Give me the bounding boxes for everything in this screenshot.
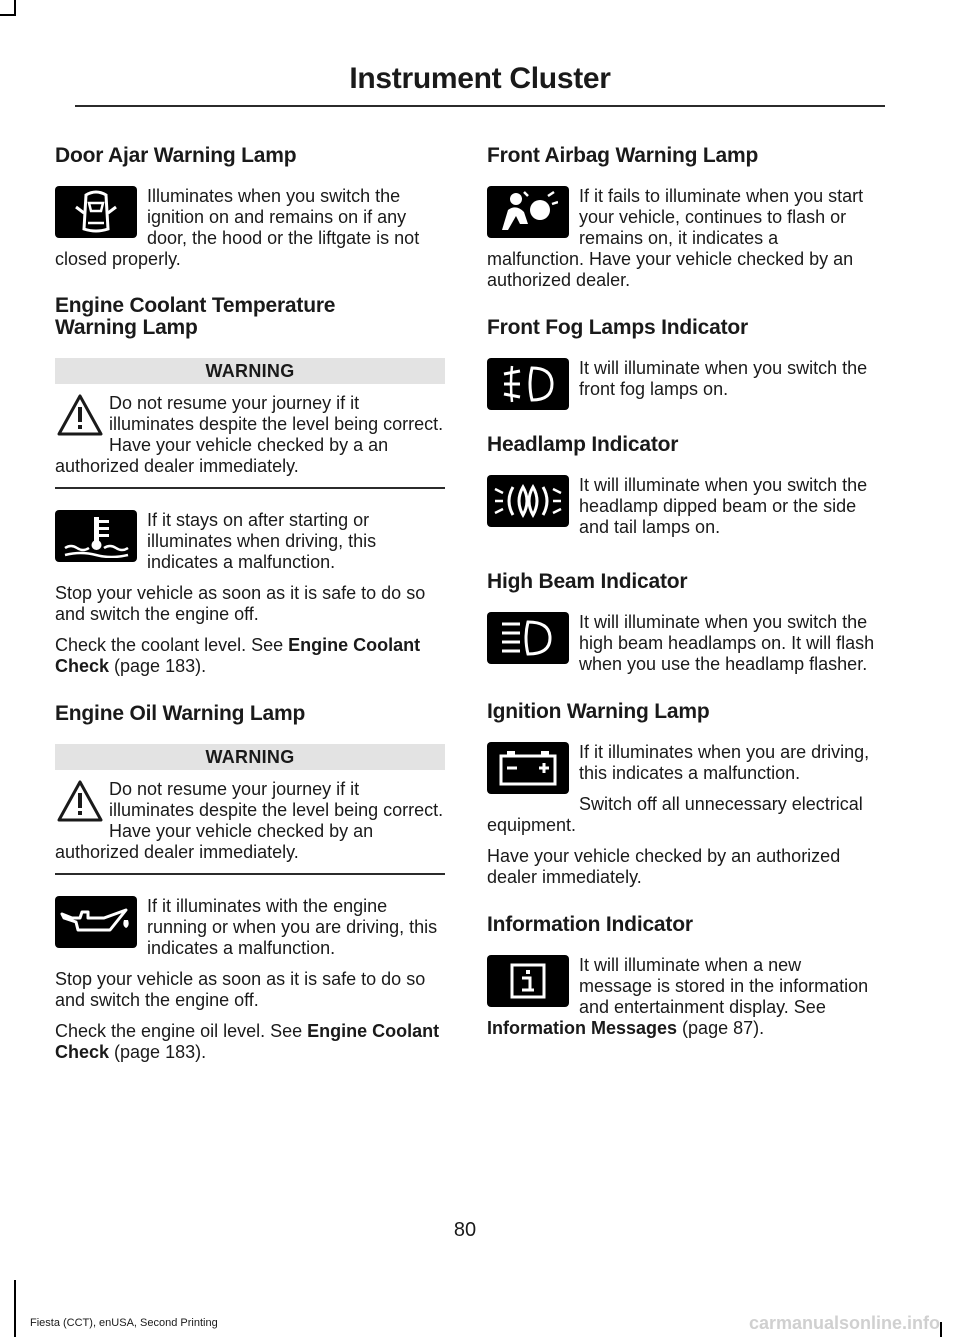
oil-warning-text: Do not resume your journey if it illuminates despite the level being correct. Have your vehicle checked by an authorized dealer immediately. [55, 779, 444, 862]
header-divider [75, 105, 885, 107]
coolant-para2 [55, 635, 445, 677]
high-beam-icon [487, 612, 569, 664]
oil-para1: Stop your vehicle as soon as it is safe to do so and switch the engine off. [55, 969, 426, 1010]
door-ajar-heading: Door Ajar Warning Lamp [55, 144, 297, 167]
information-messages-link[interactable]: Information Messages [487, 1018, 678, 1038]
engine-coolant-check-link[interactable]: Engine Coolant Check [55, 1021, 440, 1062]
oil-entry [55, 896, 445, 959]
edition-footer: Fiesta (CCT), enUSA, Second Printing [30, 1317, 218, 1329]
battery-icon [487, 742, 569, 794]
headlamp-text: It will illuminate when you switch the headlamp dipped beam or the side and tail lamps on. [579, 475, 868, 537]
information-text-prefix: It will illuminate when a new message is stored in the information and entertainment display. See [579, 955, 869, 1017]
high-beam-text: It will illuminate when you switch the high beam headlamps on. It will flash when you use the headlamp flasher. [579, 612, 875, 674]
oil-heading: Engine Oil Warning Lamp [55, 702, 306, 725]
ignition-text: If it illuminates when you are driving, this indicates a malfunction. [579, 742, 870, 783]
fog-text: It will illuminate when you switch the front fog lamps on. [579, 358, 868, 399]
coolant-temperature-icon [55, 510, 137, 562]
information-icon [487, 955, 569, 1007]
page-number: 80 [453, 1219, 477, 1241]
fog-lamp-icon [487, 358, 569, 410]
airbag-entry [487, 186, 877, 291]
headlamp-entry [487, 475, 877, 538]
ignition-para2: Have your vehicle checked by an authorized dealer immediately. [487, 846, 841, 887]
crop-mark [0, 14, 16, 16]
coolant-warning-text: Do not resume your journey if it illuminates despite the level being correct. Have your vehicle checked by a an authorized dealer immediately. [55, 393, 444, 476]
oil-warning-bar: WARNING [55, 744, 445, 770]
oil-warning-box [55, 770, 445, 875]
airbag-text: If it fails to illuminate when you start your vehicle, continues to flash or remains on, it indicates a malfunction. Have your vehicle checked by an authorized dealer. [487, 186, 864, 290]
headlamp-icon [487, 475, 569, 527]
high-beam-heading: High Beam Indicator [487, 570, 688, 593]
headlamp-heading: Headlamp Indicator [487, 433, 679, 456]
information-entry [487, 955, 877, 1039]
oil-para2 [55, 1021, 445, 1063]
coolant-para2-prefix: Check the coolant level. See [55, 635, 289, 655]
oil-para2-suffix: (page 183). [109, 1042, 207, 1062]
warning-triangle-icon [57, 779, 103, 823]
left-column [55, 145, 445, 1063]
coolant-heading-line1: Engine Coolant Temperature [55, 294, 336, 317]
ignition-entry [487, 742, 877, 784]
crop-mark [14, 0, 16, 14]
crop-mark [940, 1322, 942, 1337]
ignition-para1: Switch off all unnecessary electrical equipment. [487, 794, 863, 835]
oil-can-icon [55, 896, 137, 948]
door-ajar-entry [55, 186, 445, 270]
oil-lamp-text: If it illuminates with the engine running or when you are driving, this indicates a malfunction. [147, 896, 438, 958]
high-beam-entry [487, 612, 877, 675]
coolant-warning-box [55, 384, 445, 489]
crop-mark [14, 1280, 16, 1337]
airbag-heading: Front Airbag Warning Lamp [487, 144, 759, 167]
page-title: Instrument Cluster [349, 62, 611, 95]
warning-triangle-icon [57, 393, 103, 437]
coolant-para2-suffix: (page 183). [109, 656, 207, 676]
information-text-suffix: (page 87). [677, 1018, 765, 1038]
coolant-lamp-text: If it stays on after starting or illuminates when driving, this indicates a malfunction. [147, 510, 377, 572]
door-ajar-icon [55, 186, 137, 238]
fog-entry [487, 358, 877, 400]
coolant-warning-bar: WARNING [55, 358, 445, 384]
airbag-icon [487, 186, 569, 238]
coolant-heading-line2: Warning Lamp [55, 316, 198, 339]
coolant-heading [55, 295, 445, 339]
watermark: carmanualsonline.info [748, 1313, 940, 1333]
coolant-para1: Stop your vehicle as soon as it is safe to do so and switch the engine off. [55, 583, 426, 624]
door-ajar-text: Illuminates when you switch the ignition on and remains on if any door, the hood or the liftgate is not closed properly. [55, 186, 420, 269]
right-column [487, 145, 877, 1039]
oil-para2-prefix: Check the engine oil level. See [55, 1021, 308, 1041]
information-heading: Information Indicator [487, 913, 693, 936]
coolant-entry [55, 510, 445, 573]
engine-coolant-check-link[interactable]: Engine Coolant Check [55, 635, 421, 676]
fog-heading: Front Fog Lamps Indicator [487, 316, 748, 339]
ignition-heading: Ignition Warning Lamp [487, 700, 710, 723]
